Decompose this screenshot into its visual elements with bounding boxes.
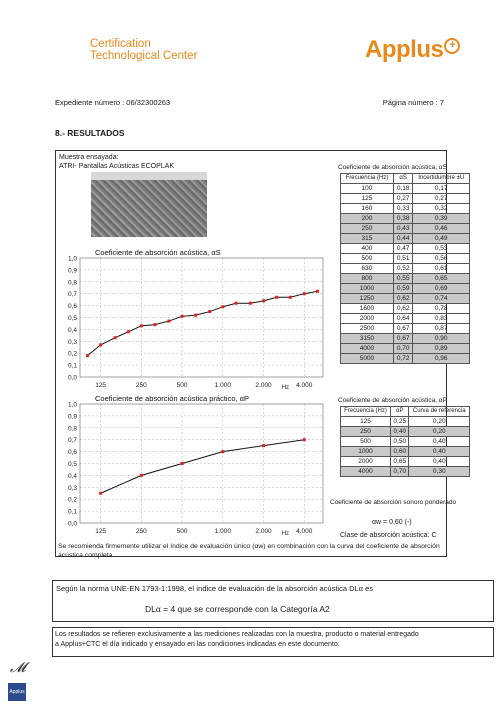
table-cell: 0,18 [393,184,413,194]
table-row [341,417,470,427]
table-cell: 2000 [341,457,391,467]
table-cell: 1000 [341,447,391,457]
table-cell: 0,38 [393,214,413,224]
org-name [90,38,197,62]
table-cell: 0,25 [390,417,409,427]
y-tick-label: 0,4 [67,326,77,334]
table-cell: 0,39 [413,214,470,224]
practical-absorption-table [340,406,470,477]
table-row [341,457,470,467]
data-point [221,450,224,453]
data-point [262,299,265,302]
data-point [140,324,143,327]
table-cell: 0,53 [413,244,470,254]
table2-header: Frecuencia (Hz) [341,407,391,417]
data-point [194,314,197,317]
y-tick-label: 1,0 [67,255,77,263]
table-cell: 4000 [341,344,394,354]
sample-name: ATRI- Pantallas Acústicas ECOPLAK [59,163,175,170]
sample-info [59,153,174,171]
data-point [181,315,184,318]
table-cell: 0,47 [393,244,413,254]
y-tick-label: 0,5 [67,315,77,322]
table-row [341,254,470,264]
table-cell: 0,67 [393,334,413,344]
disclaimer-line2: a Applus+CTC el día indicado y ensayado en las condiciones indicadas en este documento. [55,641,340,648]
table-row [341,447,470,457]
data-point [316,290,319,293]
table-cell: 0,27 [413,194,470,204]
table1-header: Incertidumbre ±U [413,174,470,184]
table-row [341,344,470,354]
data-point [167,320,170,323]
data-point [289,296,292,299]
accreditation-badge: Applus [8,683,26,701]
table-cell: 250 [341,427,391,437]
table-cell: 0,20 [409,427,470,437]
table-cell: 160 [341,204,394,214]
section-title: 8.- RESULTADOS [55,128,125,138]
table-row [341,354,470,364]
weighted-value: αw = 0,60 (-) [372,519,412,526]
table-cell: 0,40 [409,437,470,447]
y-tick-label: 0,6 [67,449,77,457]
x-tick-label: 4.000 [296,528,313,535]
data-point [303,292,306,295]
table-row [341,224,470,234]
absorption-class: Clase de absorción acústica: C [340,532,437,539]
table-cell: 500 [341,437,391,447]
table-cell: 800 [341,274,394,284]
y-tick-label: 0,3 [67,484,77,492]
table-cell: 0,40 [390,427,409,437]
y-tick-label: 0,8 [67,279,77,287]
signature: 𝓜 [10,660,26,676]
table-cell: 0,78 [413,304,470,314]
table-cell: 2500 [341,324,394,334]
recommendation-note: Se recomienda firmemente utilizar el índice de evaluación único (αw) en combinación con la curva del coeficiente de absorción acústica completa. [58,543,440,559]
table1-title: Coeficiente de absorción acústica, αS [338,164,447,171]
table-row [341,274,470,284]
chart-title: Coeficiente de absorción acústica, αS [95,248,221,257]
y-tick-label: 0,9 [67,267,77,275]
table-cell: 0,46 [413,224,470,234]
y-tick-label: 0,8 [67,425,77,433]
y-tick-label: 0,1 [67,362,77,370]
table-cell: 0,61 [413,264,470,274]
y-tick-label: 1,0 [67,401,77,409]
org-line1: Certification [90,38,151,50]
norma-line2: DLα = 4 que se corresponde con la Categoría A2 [145,604,330,614]
table-cell: 0,17 [413,184,470,194]
table-cell: 1250 [341,294,394,304]
chart-title: Coeficiente de absorción acústica práctico, αP [95,394,249,403]
x-tick-label: 125 [95,382,107,389]
sample-photo [91,172,207,237]
table-row [341,314,470,324]
table-row [341,204,470,214]
table-cell: 0,50 [390,437,409,447]
table1-header: αS [393,174,413,184]
table-row [341,334,470,344]
table-cell: 0,74 [413,294,470,304]
table-cell: 0,52 [393,264,413,274]
y-tick-label: 0,5 [67,461,77,468]
table-cell: 0,65 [413,274,470,284]
table-cell: 0,90 [413,334,470,344]
table-cell: 630 [341,264,394,274]
y-tick-label: 0,0 [67,520,77,528]
table-cell: 0,30 [409,467,470,477]
table2-header: Curva de referencia [409,407,470,417]
x-tick-label: 2.000 [255,382,272,389]
table-cell: 0,67 [393,324,413,334]
x-tick-label: 250 [135,382,147,389]
x-tick-label: 1.000 [214,382,231,389]
y-tick-label: 0,3 [67,338,77,346]
x-tick-label: 125 [95,528,107,535]
table-cell: 315 [341,234,394,244]
table-cell: 2000 [341,314,394,324]
table-cell: 400 [341,244,394,254]
page-number: Página número : 7 [382,98,444,107]
disclaimer [55,630,495,650]
table-row [341,264,470,274]
table-cell: 0,43 [393,224,413,234]
y-tick-label: 0,4 [67,472,77,480]
table-cell: 5000 [341,354,394,364]
data-point [86,354,89,357]
table-cell: 1000 [341,284,394,294]
table-cell: 0,44 [393,234,413,244]
org-line2: Technological Center [90,50,198,62]
table-cell: 125 [341,194,394,204]
absorption-table [340,173,470,364]
logo-text: Applus [365,36,444,63]
x-axis-label: Hz [281,385,290,391]
table-cell: 3150 [341,334,394,344]
table-cell: 0,59 [393,284,413,294]
y-tick-label: 0,0 [67,374,77,382]
table-row [341,437,470,447]
data-point [127,330,130,333]
x-tick-label: 4.000 [296,382,313,389]
table-cell: 0,70 [390,467,409,477]
series-line [88,291,318,355]
table-cell: 0,20 [409,417,470,427]
table-cell: 0,49 [413,234,470,244]
y-tick-label: 0,2 [67,496,77,504]
table-cell: 0,40 [409,457,470,467]
table-cell: 0,33 [393,204,413,214]
table-row [341,244,470,254]
table-row [341,194,470,204]
table-row [341,427,470,437]
table-cell: 500 [341,254,394,264]
norma-line1: Según la norma UNE-EN 1793-1:1998, el índice de evaluación de la absorción acústica DLα es [56,584,374,593]
data-point [181,462,184,465]
table1-header: Frecuencia (Hz) [341,174,394,184]
table2-title: Coeficiente de absorción acústica, αP [338,397,447,404]
table-cell: 0,69 [413,284,470,294]
practical-absorption-chart [55,392,330,542]
table-cell: 200 [341,214,394,224]
sample-label: Muestra ensayada: [59,154,119,161]
table-cell: 0,56 [413,254,470,264]
logo-plus-icon: + [444,38,460,54]
data-point [262,444,265,447]
table-cell: 4000 [341,467,391,477]
x-tick-label: 250 [135,528,147,535]
x-tick-label: 2.000 [255,528,272,535]
y-tick-label: 0,7 [67,437,77,445]
table-cell: 0,40 [409,447,470,457]
table-cell: 0,96 [413,354,470,364]
y-tick-label: 0,6 [67,303,77,311]
data-point [275,296,278,299]
data-point [99,343,102,346]
data-point [221,305,224,308]
table-cell: 0,32 [413,204,470,214]
table-cell: 0,64 [393,314,413,324]
table-cell: 0,51 [393,254,413,264]
x-axis-label: Hz [281,531,290,537]
table-cell: 125 [341,417,391,427]
table-cell: 0,89 [413,344,470,354]
table-row [341,234,470,244]
table-cell: 250 [341,224,394,234]
table-cell: 0,62 [393,294,413,304]
weighted-title: Coeficiente de absorción sonoro ponderado [330,499,457,506]
y-tick-label: 0,1 [67,508,77,516]
y-tick-label: 0,9 [67,413,77,421]
table-row [341,324,470,334]
series-line [101,440,305,494]
table-cell: 0,27 [393,194,413,204]
y-tick-label: 0,7 [67,291,77,299]
table-cell: 0,65 [390,457,409,467]
table-row [341,467,470,477]
data-point [234,302,237,305]
table-row [341,214,470,224]
x-tick-label: 1.000 [214,528,231,535]
applus-logo [365,36,460,64]
table-cell: 0,62 [393,304,413,314]
absorption-chart [55,246,330,396]
table2-header: αP [390,407,409,417]
table-cell: 0,55 [393,274,413,284]
data-point [208,310,211,313]
table-row [341,184,470,194]
table-cell: 0,72 [393,354,413,364]
x-tick-label: 500 [176,528,188,535]
data-point [99,492,102,495]
table-cell: 0,87 [413,324,470,334]
table-row [341,294,470,304]
table-row [341,304,470,314]
data-point [303,438,306,441]
expediente: Expediente número : 06/32300263 [55,98,171,107]
table-cell: 0,70 [393,344,413,354]
disclaimer-line1: Los resultados se refieren exclusivamente a las mediciones realizadas con la muestra, producto o material entregado [55,631,419,638]
data-point [153,323,156,326]
data-point [249,302,252,305]
data-point [114,336,117,339]
table-cell: 100 [341,184,394,194]
table-cell: 0,60 [390,447,409,457]
table-row [341,284,470,294]
table-cell: 1600 [341,304,394,314]
table-cell: 0,83 [413,314,470,324]
x-tick-label: 500 [176,382,188,389]
data-point [140,474,143,477]
y-tick-label: 0,2 [67,350,77,358]
